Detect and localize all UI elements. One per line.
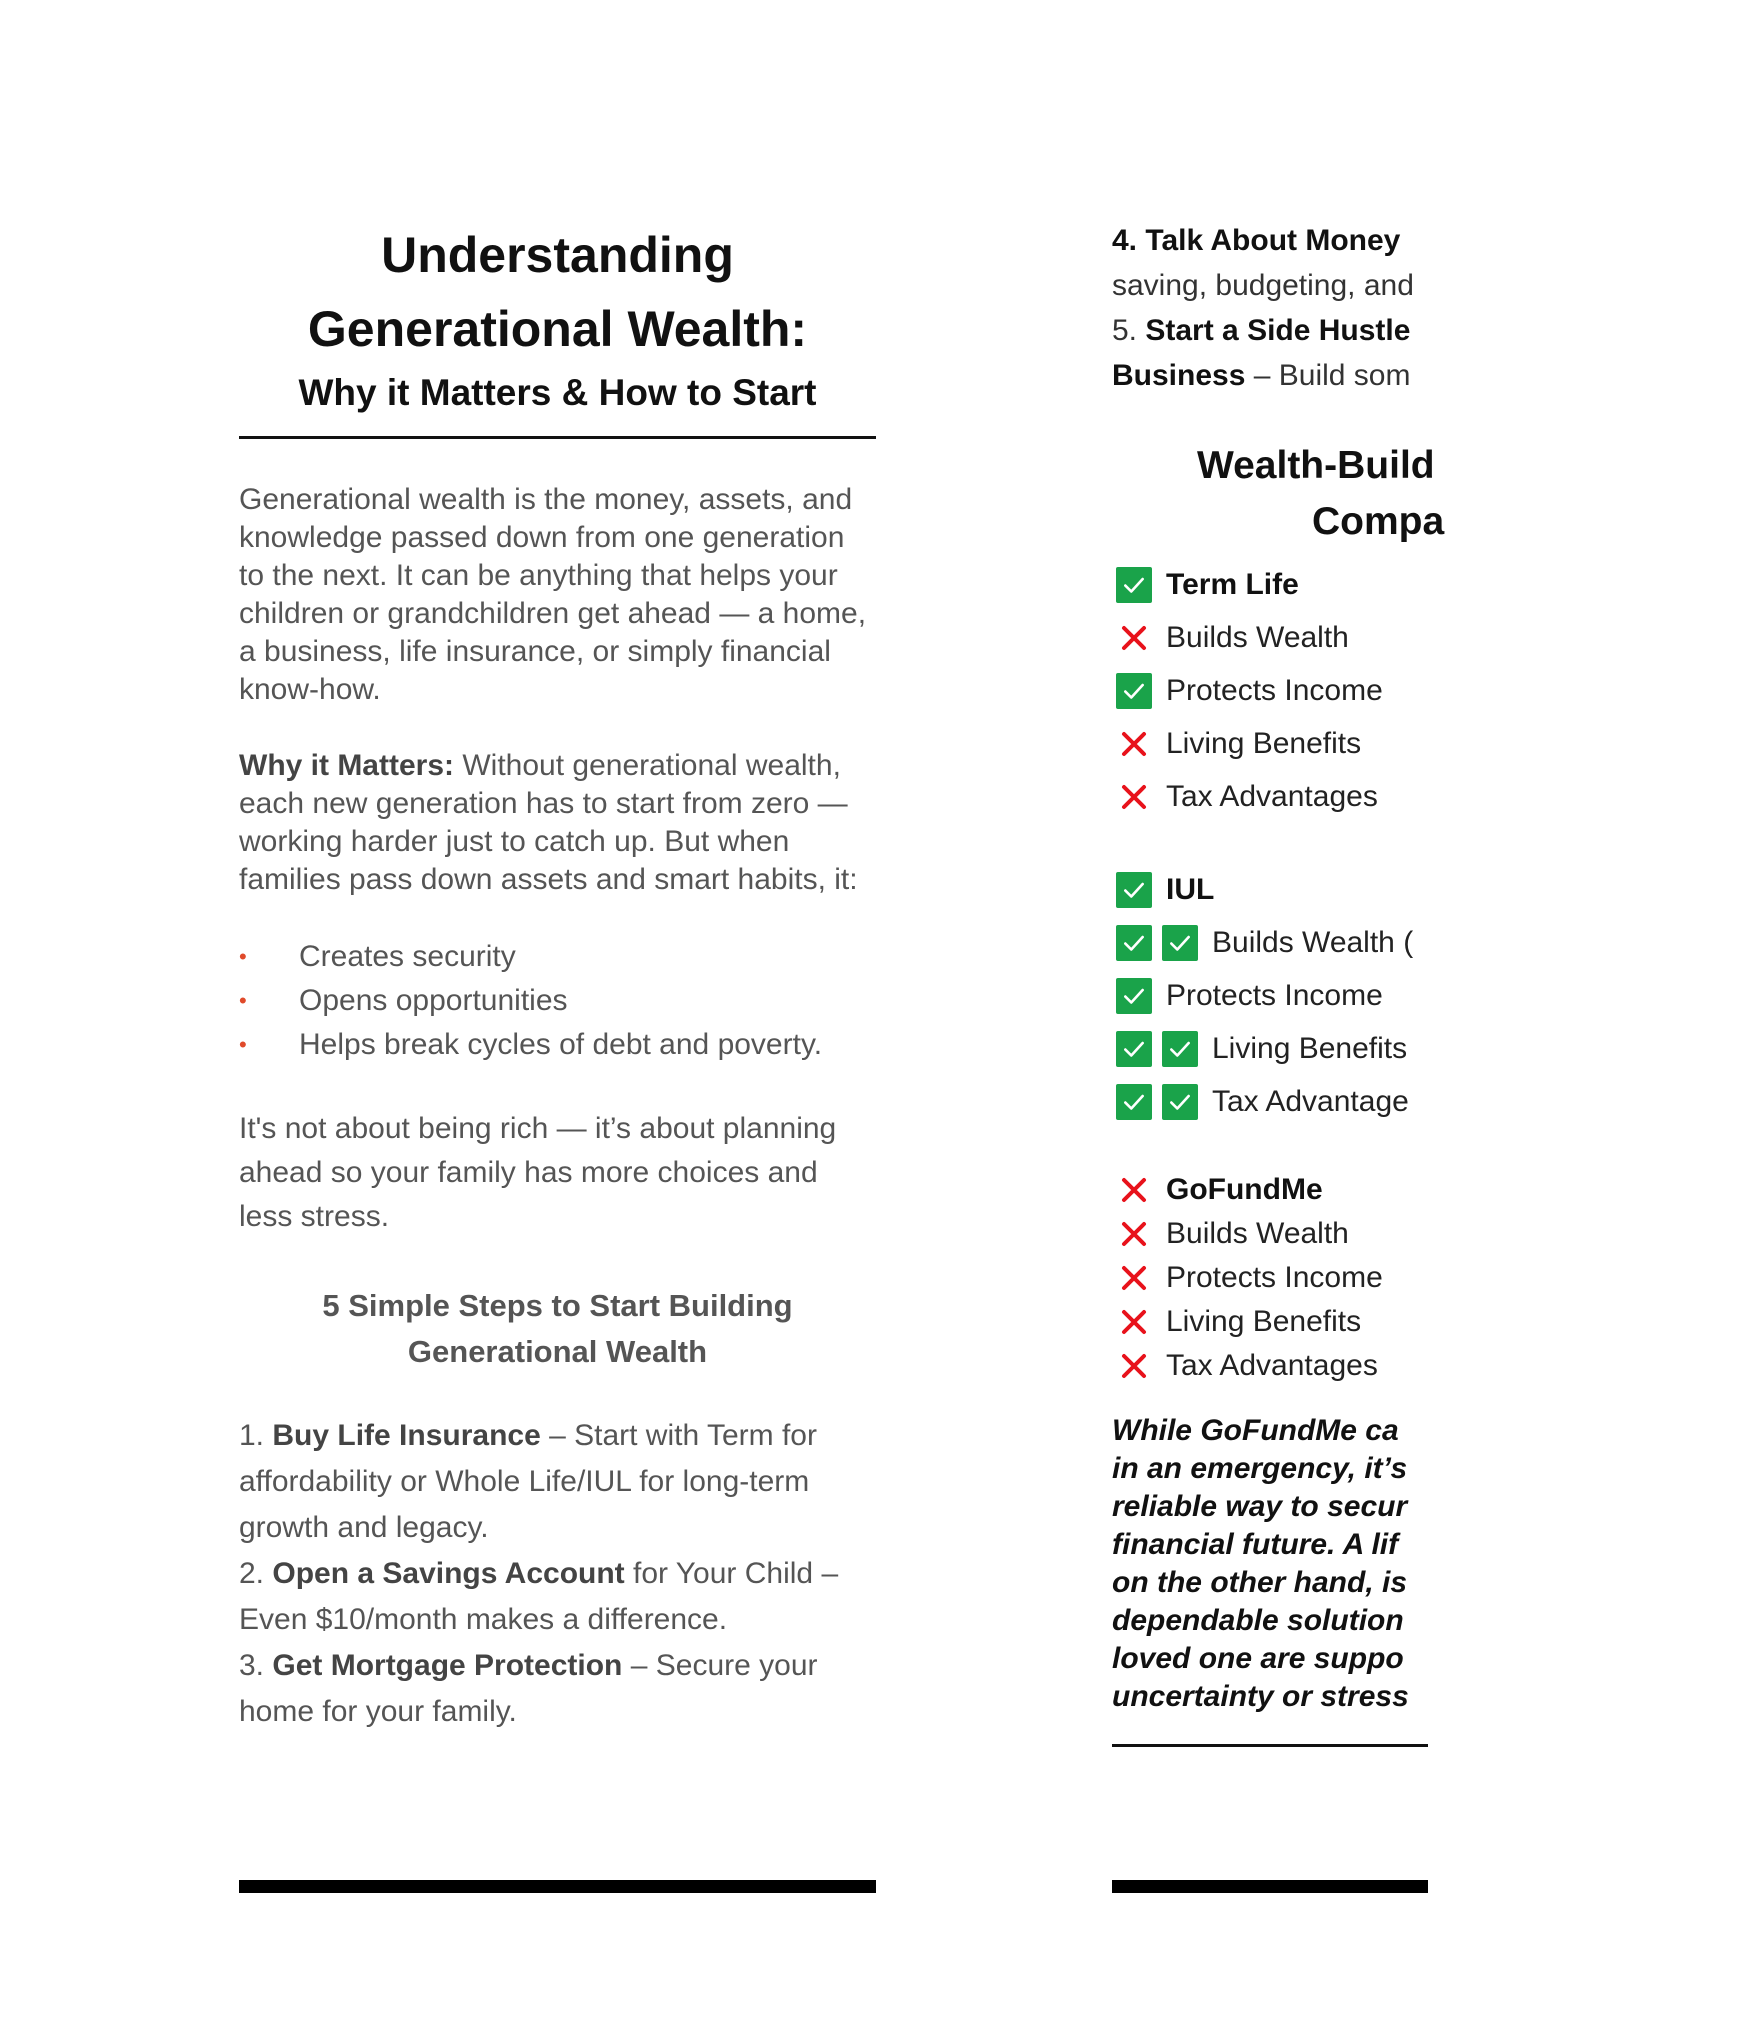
list-item: • Opens opportunities xyxy=(239,979,876,1023)
check-icon xyxy=(1116,978,1152,1014)
comparison-icons xyxy=(1116,1260,1152,1296)
comparison-group xyxy=(1112,863,1752,1128)
comparison-label: Term Life xyxy=(1166,567,1299,601)
step-text: saving, budgeting, and xyxy=(1112,269,1414,302)
step-text: Business – Build som xyxy=(1112,359,1411,392)
title-line-2: Generational Wealth: xyxy=(307,301,808,357)
right-column xyxy=(1112,218,1445,1716)
x-icon xyxy=(1116,620,1152,656)
check-icon xyxy=(1162,1084,1198,1120)
x-icon xyxy=(1116,1216,1152,1252)
comparison-row xyxy=(1112,770,1752,823)
check-icon xyxy=(1116,567,1152,603)
x-icon xyxy=(1116,779,1152,815)
comparison-label: IUL xyxy=(1166,872,1215,906)
steps-heading: 5 Simple Steps to Start Building Generational Wealth xyxy=(322,1288,793,1369)
title-line-1: Understanding xyxy=(381,227,734,283)
comparison-row xyxy=(1112,1300,1752,1344)
step-item: 2. Open a Savings Account for Your Child – Even $10/month makes a difference. xyxy=(239,1557,839,1636)
comparison-label: Protects Income xyxy=(1166,1261,1383,1294)
comparison-row xyxy=(1112,1256,1752,1300)
x-icon xyxy=(1116,1304,1152,1340)
closing-paragraph: It's not about being rich — it’s about planning ahead so your family has more choices and less stress. xyxy=(239,1112,837,1233)
quote-line: financial future. A lif xyxy=(1112,1528,1399,1561)
list-item: • Creates security xyxy=(239,935,876,979)
comparison-icons xyxy=(1116,1172,1152,1208)
comparison-icons xyxy=(1116,567,1152,603)
comparison-label: Tax Advantages xyxy=(1166,1349,1378,1382)
comparison-label: Tax Advantages xyxy=(1166,779,1378,813)
comparison-icons xyxy=(1116,1348,1152,1384)
comparison-row xyxy=(1112,1212,1752,1256)
x-icon xyxy=(1116,1260,1152,1296)
step-item: 1. Buy Life Insurance – Start with Term for affordability or Whole Life/IUL for long-term growth and legacy. xyxy=(239,1419,817,1544)
check-icon xyxy=(1116,1084,1152,1120)
check-icon xyxy=(1116,1031,1152,1067)
comparison-label: Tax Advantage xyxy=(1212,1084,1409,1118)
bullet-icon: • xyxy=(239,988,247,1013)
check-icon xyxy=(1162,925,1198,961)
quote-line: uncertainty or stress xyxy=(1112,1680,1409,1713)
comparison-label: Living Benefits xyxy=(1212,1031,1408,1065)
list-item: • Helps break cycles of debt and poverty. xyxy=(239,1023,876,1067)
right-quote-divider xyxy=(1112,1744,1428,1747)
check-icon xyxy=(1116,872,1152,908)
left-bottom-rule xyxy=(239,1880,876,1893)
check-icon xyxy=(1116,673,1152,709)
comparison-product-name xyxy=(1112,1168,1752,1212)
comparison-title-line-1: Wealth-Build xyxy=(1197,444,1435,487)
x-icon xyxy=(1116,726,1152,762)
bullet-icon: • xyxy=(239,944,247,969)
step-item: 5. Start a Side Hustle xyxy=(1112,314,1411,347)
check-icon xyxy=(1116,925,1152,961)
comparison-icons xyxy=(1116,925,1198,961)
comparison-group xyxy=(1112,558,1752,823)
why-text: Without generational wealth, each new generation has to start from zero — working harder just to catch up. But when families pass down assets and smart habits, it: xyxy=(239,749,858,896)
comparison-icons xyxy=(1116,978,1152,1014)
comparison-label: Protects Income xyxy=(1166,978,1383,1012)
comparison-icons xyxy=(1116,673,1152,709)
why-it-matters-paragraph xyxy=(239,747,876,899)
comparison-row xyxy=(1112,1022,1752,1075)
quote-line: on the other hand, is xyxy=(1112,1566,1408,1599)
comparison-row xyxy=(1112,611,1752,664)
x-icon xyxy=(1116,1172,1152,1208)
comparison-row xyxy=(1112,969,1752,1022)
comparison-row xyxy=(1112,664,1752,717)
gofundme-quote xyxy=(1112,1412,1752,1716)
step-item: 3. Get Mortgage Protection – Secure your home for your family. xyxy=(239,1649,818,1728)
bullet-icon: • xyxy=(239,1032,247,1057)
comparison-label: Builds Wealth xyxy=(1166,620,1349,654)
comparison-row xyxy=(1112,916,1752,969)
benefits-list xyxy=(239,935,876,1067)
comparison-icons xyxy=(1116,779,1152,815)
subtitle: Why it Matters & How to Start xyxy=(298,372,817,413)
quote-line: dependable solution xyxy=(1112,1604,1404,1637)
quote-line: While GoFundMe ca xyxy=(1112,1414,1399,1447)
comparison-icons xyxy=(1116,872,1152,908)
comparison-label: GoFundMe xyxy=(1166,1173,1323,1206)
comparison-label: Living Benefits xyxy=(1166,726,1362,760)
comparison-title-line-2: Compa xyxy=(1312,500,1445,543)
comparison-list xyxy=(1112,558,1752,1388)
quote-line: reliable way to secur xyxy=(1112,1490,1408,1523)
comparison-icons xyxy=(1116,726,1152,762)
comparison-row xyxy=(1112,1344,1752,1388)
comparison-icons xyxy=(1116,1084,1198,1120)
check-icon xyxy=(1162,1031,1198,1067)
quote-line: loved one are suppo xyxy=(1112,1642,1404,1675)
left-column xyxy=(239,218,876,1735)
comparison-row xyxy=(1112,717,1752,770)
quote-line: in an emergency, it’s xyxy=(1112,1452,1408,1485)
comparison-group xyxy=(1112,1168,1752,1388)
comparison-product-name xyxy=(1112,863,1752,916)
x-icon xyxy=(1116,1348,1152,1384)
comparison-icons xyxy=(1116,1216,1152,1252)
comparison-label: Builds Wealth ( xyxy=(1212,925,1414,959)
comparison-row xyxy=(1112,1075,1752,1128)
title-divider xyxy=(239,436,876,439)
comparison-icons xyxy=(1116,1304,1152,1340)
comparison-label: Living Benefits xyxy=(1166,1305,1362,1338)
steps-list xyxy=(239,1413,876,1735)
comparison-label: Builds Wealth xyxy=(1166,1217,1349,1250)
comparison-label: Protects Income xyxy=(1166,673,1383,707)
comparison-product-name xyxy=(1112,558,1752,611)
why-label: Why it Matters: xyxy=(239,749,455,782)
comparison-icons xyxy=(1116,620,1152,656)
step-item: 4. Talk About Money xyxy=(1112,224,1401,257)
comparison-icons xyxy=(1116,1031,1198,1067)
intro-paragraph: Generational wealth is the money, assets, and knowledge passed down from one generation to the next. It can be anything that helps your children or grandchildren get ahead — a home, a business, life insurance, or simply financial know-how. xyxy=(239,483,867,706)
right-bottom-rule xyxy=(1112,1880,1428,1893)
